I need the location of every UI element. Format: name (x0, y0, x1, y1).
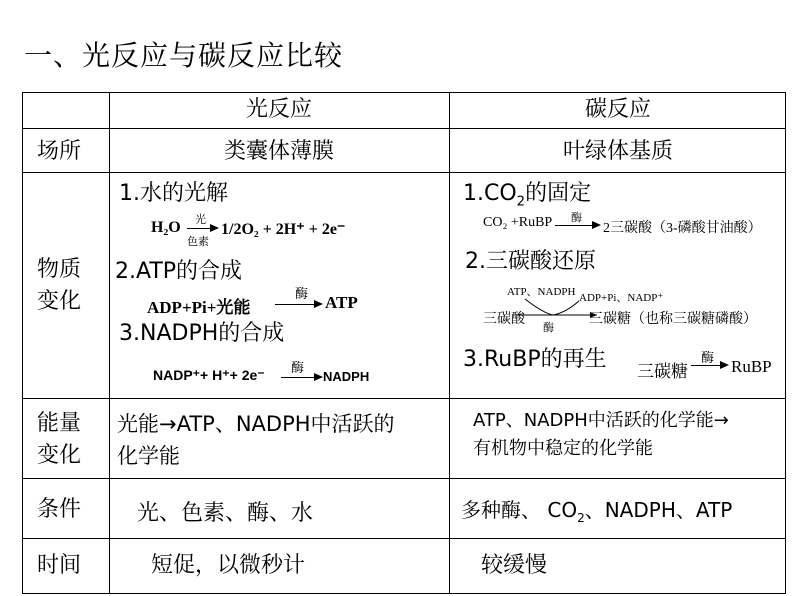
dark-eq2-in: ATP、NADPH (507, 286, 576, 298)
header-dark: 碳反应 (584, 97, 651, 122)
arrow-icon (275, 304, 321, 305)
header-light: 光反应 (245, 97, 312, 122)
energy-light-1: 光能→ATP、NADPH中活跃的 (117, 412, 395, 436)
dark-eq3-right: RuBP (731, 357, 772, 376)
light-step-2: 2.ATP的合成 (115, 259, 243, 284)
row-divider (23, 538, 785, 539)
condition-light: 光、色素、酶、水 (137, 501, 314, 526)
arrow-icon (281, 377, 321, 378)
light-eq3-right: NADPH (323, 369, 370, 384)
light-eq2-right: ATP (325, 293, 358, 312)
label-location: 场所 (37, 139, 82, 164)
label-material-1: 物质 (37, 257, 82, 282)
light-eq1-bottom: 色素 (187, 236, 209, 248)
dark-eq2-right: 三碳糖（也称三碳糖磷酸） (589, 312, 757, 327)
dark-eq2-bottom: 酶 (543, 322, 554, 334)
col-divider (109, 93, 110, 593)
row-divider (23, 172, 785, 173)
dark-step-3: 3.RuBP的再生 (463, 347, 607, 372)
light-eq2-top: 酶 (295, 286, 309, 301)
page-title: 一、光反应与碳反应比较 (24, 39, 344, 72)
dark-eq1-top: 酶 (571, 212, 582, 224)
light-eq1-right: 1/2O₂ + 2H⁺ + 2e⁻ (221, 221, 346, 238)
dark-eq3-top: 酶 (701, 350, 715, 365)
dark-step-1: $1.CO_2$的固定 (463, 181, 592, 210)
time-light: 短促，以微秒计 (151, 553, 306, 578)
arrow-icon (691, 365, 727, 366)
light-eq3-left: NADP⁺+ H⁺+ 2e⁻ (153, 367, 265, 383)
light-eq2-left: ADP+Pi+光能 (147, 298, 251, 317)
location-dark: 叶绿体基质 (562, 139, 673, 164)
condition-dark: 多种酶、 $CO_2$、NADPH、ATP (461, 498, 733, 525)
energy-dark-2: 有机物中稳定的化学能 (473, 438, 653, 459)
row-divider (23, 478, 785, 479)
label-condition: 条件 (37, 497, 82, 522)
col-divider (449, 93, 450, 593)
location-light: 类囊体薄膜 (223, 139, 334, 164)
row-divider (23, 398, 785, 399)
label-time: 时间 (37, 553, 82, 578)
arrow-icon (187, 228, 217, 229)
dark-eq3-left: 三碳糖 (637, 362, 688, 381)
label-energy-1: 能量 (37, 411, 82, 436)
energy-light-2: 化学能 (117, 444, 180, 468)
arrow-icon (555, 225, 599, 226)
dark-eq2-out: ADP+Pi、NADP⁺ (579, 292, 664, 304)
row-divider (23, 128, 785, 129)
comparison-table (22, 92, 786, 594)
light-eq1-top: 光 (195, 214, 206, 226)
light-step-1: 1.水的光解 (119, 181, 228, 206)
dark-eq2-left: 三碳酸 (483, 312, 525, 327)
energy-dark-1: ATP、NADPH中活跃的化学能→ (473, 410, 729, 431)
time-dark: 较缓慢 (481, 553, 548, 578)
light-step-3: 3.NADPH的合成 (119, 321, 285, 346)
dark-eq1-right: 2三碳酸（3-磷酸甘油酸） (603, 221, 762, 236)
label-material-2: 变化 (37, 289, 82, 314)
light-eq3-top: 酶 (291, 360, 305, 375)
light-eq1-left: H₂O (151, 219, 181, 236)
dark-eq1-left: CO₂ +RuBP (483, 215, 553, 230)
label-energy-2: 变化 (37, 443, 82, 468)
dark-step-2: 2.三碳酸还原 (465, 249, 596, 274)
